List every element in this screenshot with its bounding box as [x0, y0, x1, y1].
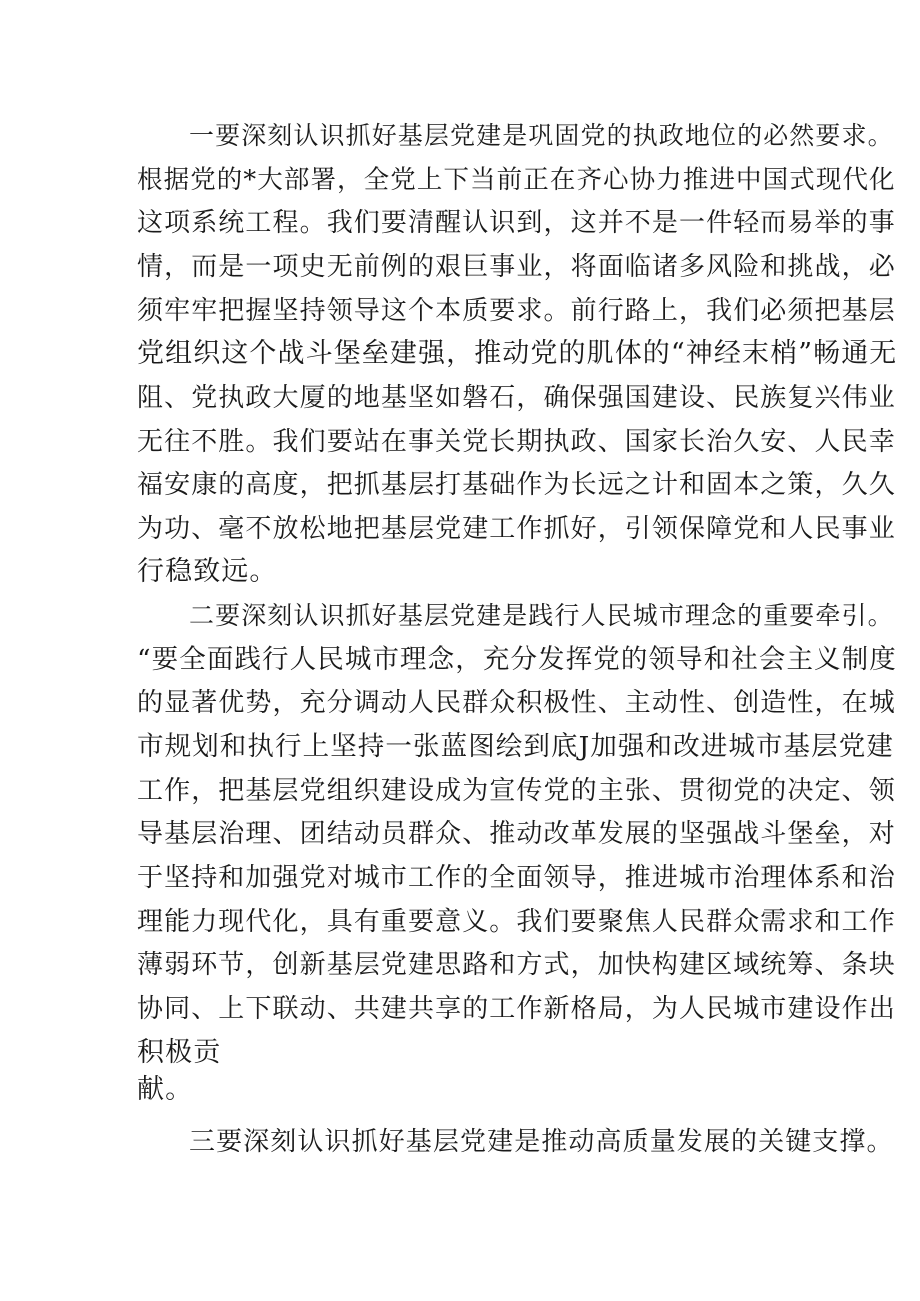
paragraph-line: 无往不胜。我们要站在事关党长期执政、国家长治久安、人民幸	[137, 427, 896, 457]
paragraph-line: 二要深刻认识抓好基层党建是践行人民城市理念的重要牵引。	[189, 601, 894, 630]
paragraph-line: 导基层治理、团结动员群众、推动改革发展的坚强战斗堡垒，对	[137, 819, 896, 849]
paragraph-line: 协同、上下联动、共建共享的工作新格局，为人民城市建设作出	[137, 994, 896, 1024]
paragraph-line: 须牢牢把握坚持领导这个本质要求。前行路上，我们必须把基层	[137, 296, 896, 326]
paragraph-line: 工作，把基层党组织建设成为宣传党的主张、贯彻党的决定、领	[137, 776, 896, 806]
paragraph-line: 理能力现代化，具有重要意义。我们要聚焦人民群众需求和工作	[137, 907, 896, 937]
paragraph-line: 三要深刻认识抓好基层党建是推动高质量发展的关键支撑。	[189, 1127, 894, 1157]
paragraph-line: 根据党的*大部署，全党上下当前正在齐心协力推进中国式现代化	[137, 165, 896, 195]
paragraph-line: 一要深刻认识抓好基层党建是巩固党的执政地位的必然要求。	[189, 121, 894, 150]
paragraph-line: 献。	[137, 1074, 194, 1105]
paragraph-line: “要全面践行人民城市理念，充分发挥党的领导和社会主义制度	[137, 644, 897, 675]
paragraph-line: 情，而是一项史无前例的艰巨事业，将面临诸多风险和挑战，必	[137, 252, 896, 282]
paragraph-line: 的显著优势，充分调动人民群众积极性、主动性、创造性，在城	[137, 688, 896, 718]
paragraph-line: 为功、毫不放松地把基层党建工作抓好，引领保障党和人民事业	[137, 514, 896, 544]
paragraph-line: 于坚持和加强党对城市工作的全面领导，推进城市治理体系和治	[137, 863, 896, 893]
paragraph-line: 薄弱环节，创新基层党建思路和方式，加快构建区域统筹、条块	[137, 950, 896, 980]
paragraph-line: 阻、党执政大厦的地基坚如磐石，确保强国建设、民族复兴伟业	[137, 383, 896, 413]
paragraph-line: 这项系统工程。我们要清醒认识到，这并不是一件轻而易举的事	[137, 208, 896, 238]
paragraph-line: 党组织这个战斗堡垒建强，推动党的肌体的“神经末梢”畅通无	[137, 338, 898, 369]
paragraph-line: 福安康的高度，把抓基层打基础作为长远之计和固本之策，久久	[137, 470, 896, 500]
paragraph-line: 行稳致远。	[137, 556, 278, 587]
paragraph-line: 积极贡	[137, 1037, 222, 1068]
paragraph-line: 市规划和执行上坚持一张蓝图绘到底J加强和改进城市基层党建	[137, 731, 894, 762]
